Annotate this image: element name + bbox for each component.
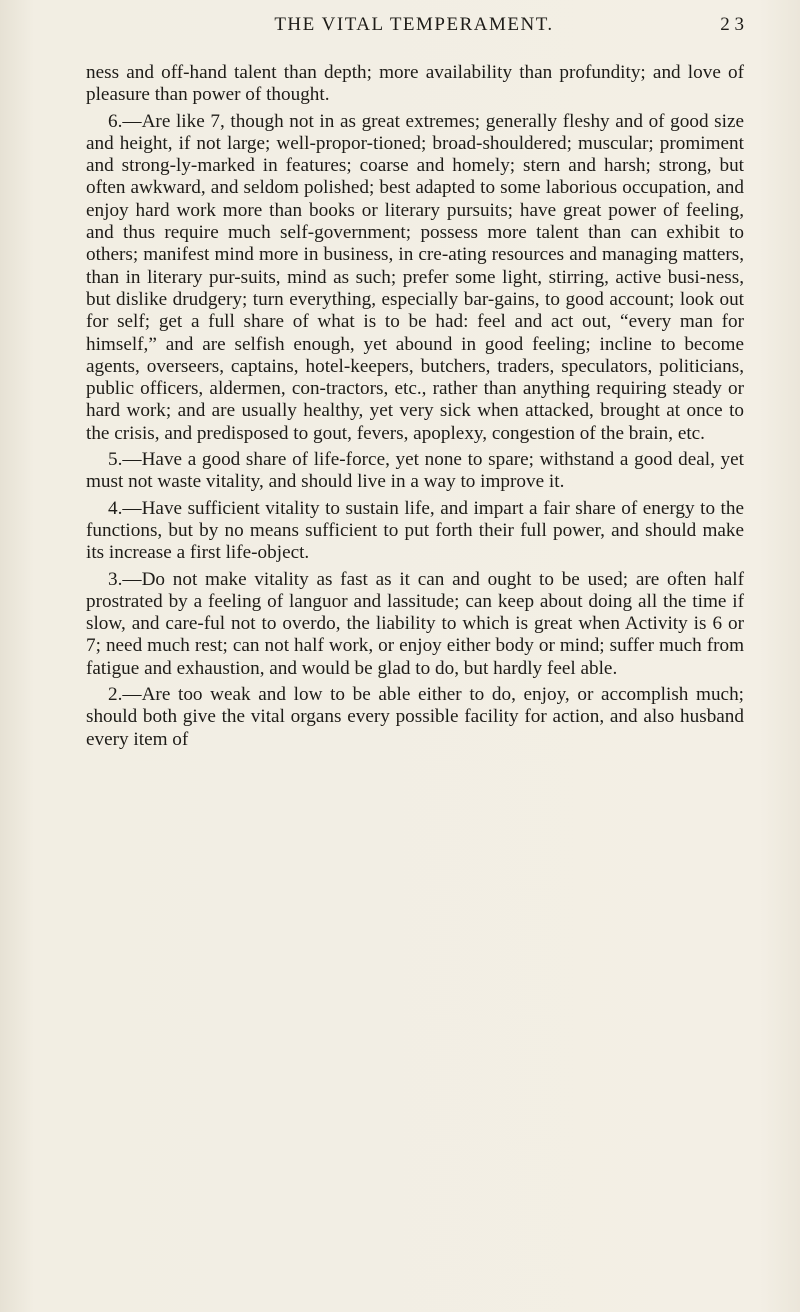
paragraph-degree-4: 4.—Have sufficient vitality to sustain life, and impart a fair share of energy to the functions, but by no means sufficient to put forth their full power, and should make its increase a first life-object. (86, 497, 744, 564)
paragraph-degree-2: 2.—Are too weak and low to be able either to do, enjoy, or accomplish much; should both give the vital organs every possible facility for action, and also husband every item of (86, 684, 744, 750)
page-number: 2 3 (720, 14, 744, 35)
running-title: THE VITAL TEMPERAMENT. (274, 14, 554, 35)
paragraph-degree-5: 5.—Have a good share of life-force, yet none to spare; withstand a good deal, yet must not waste vitality, and should live in a way to improve it. (86, 449, 744, 493)
body-text (86, 62, 744, 751)
paragraph-degree-6: 6.—Are like 7, though not in as great extremes; generally fleshy and of good size and height, if not large; well-propor-tioned; broad-shouldered; muscular; promiment and strong-ly-marked in features; coarse and homely; stern and harsh; strong, but often awkward, and seldom polished; best adapted to some laborious occupation, and enjoy hard work more than books or literary pursuits; have great power of feeling, and thus require much self-government; possess more talent than can exhibit to others; manifest mind more in business, in cre-ating resources and managing matters, than in literary pur-suits, mind as such; prefer some light, stirring, active busi-ness, but dislike drudgery; turn everything, especially bar-gains, to good account; look out for self; get a full share of what is to be had: feel and act out, “every man for himself,” and are selfish enough, yet abound in good feeling; incline to become agents, overseers, captains, hotel-keepers, butchers, traders, speculators, politicians, public officers, aldermen, con-tractors, etc., rather than anything requiring steady or hard work; and are usually healthy, yet very sick when attacked, brought at once to the crisis, and predisposed to gout, fevers, apoplexy, congestion of the brain, etc. (86, 110, 744, 444)
paragraph-degree-3: 3.—Do not make vitality as fast as it can and ought to be used; are often half prostrated by a feeling of languor and lassitude; can keep about doing all the time if slow, and care-ful not to overdo, the liability to which is great when Activity is 6 or 7; need much rest; can not half work, or enjoy either body or mind; suffer much from fatigue and exhaustion, and would be glad to do, but hardly feel able. (86, 568, 744, 679)
page-header (84, 14, 744, 44)
paragraph-continuation: ness and off-hand talent than depth; more availability than profundity; and love of pleasure than power of thought. (86, 62, 744, 106)
